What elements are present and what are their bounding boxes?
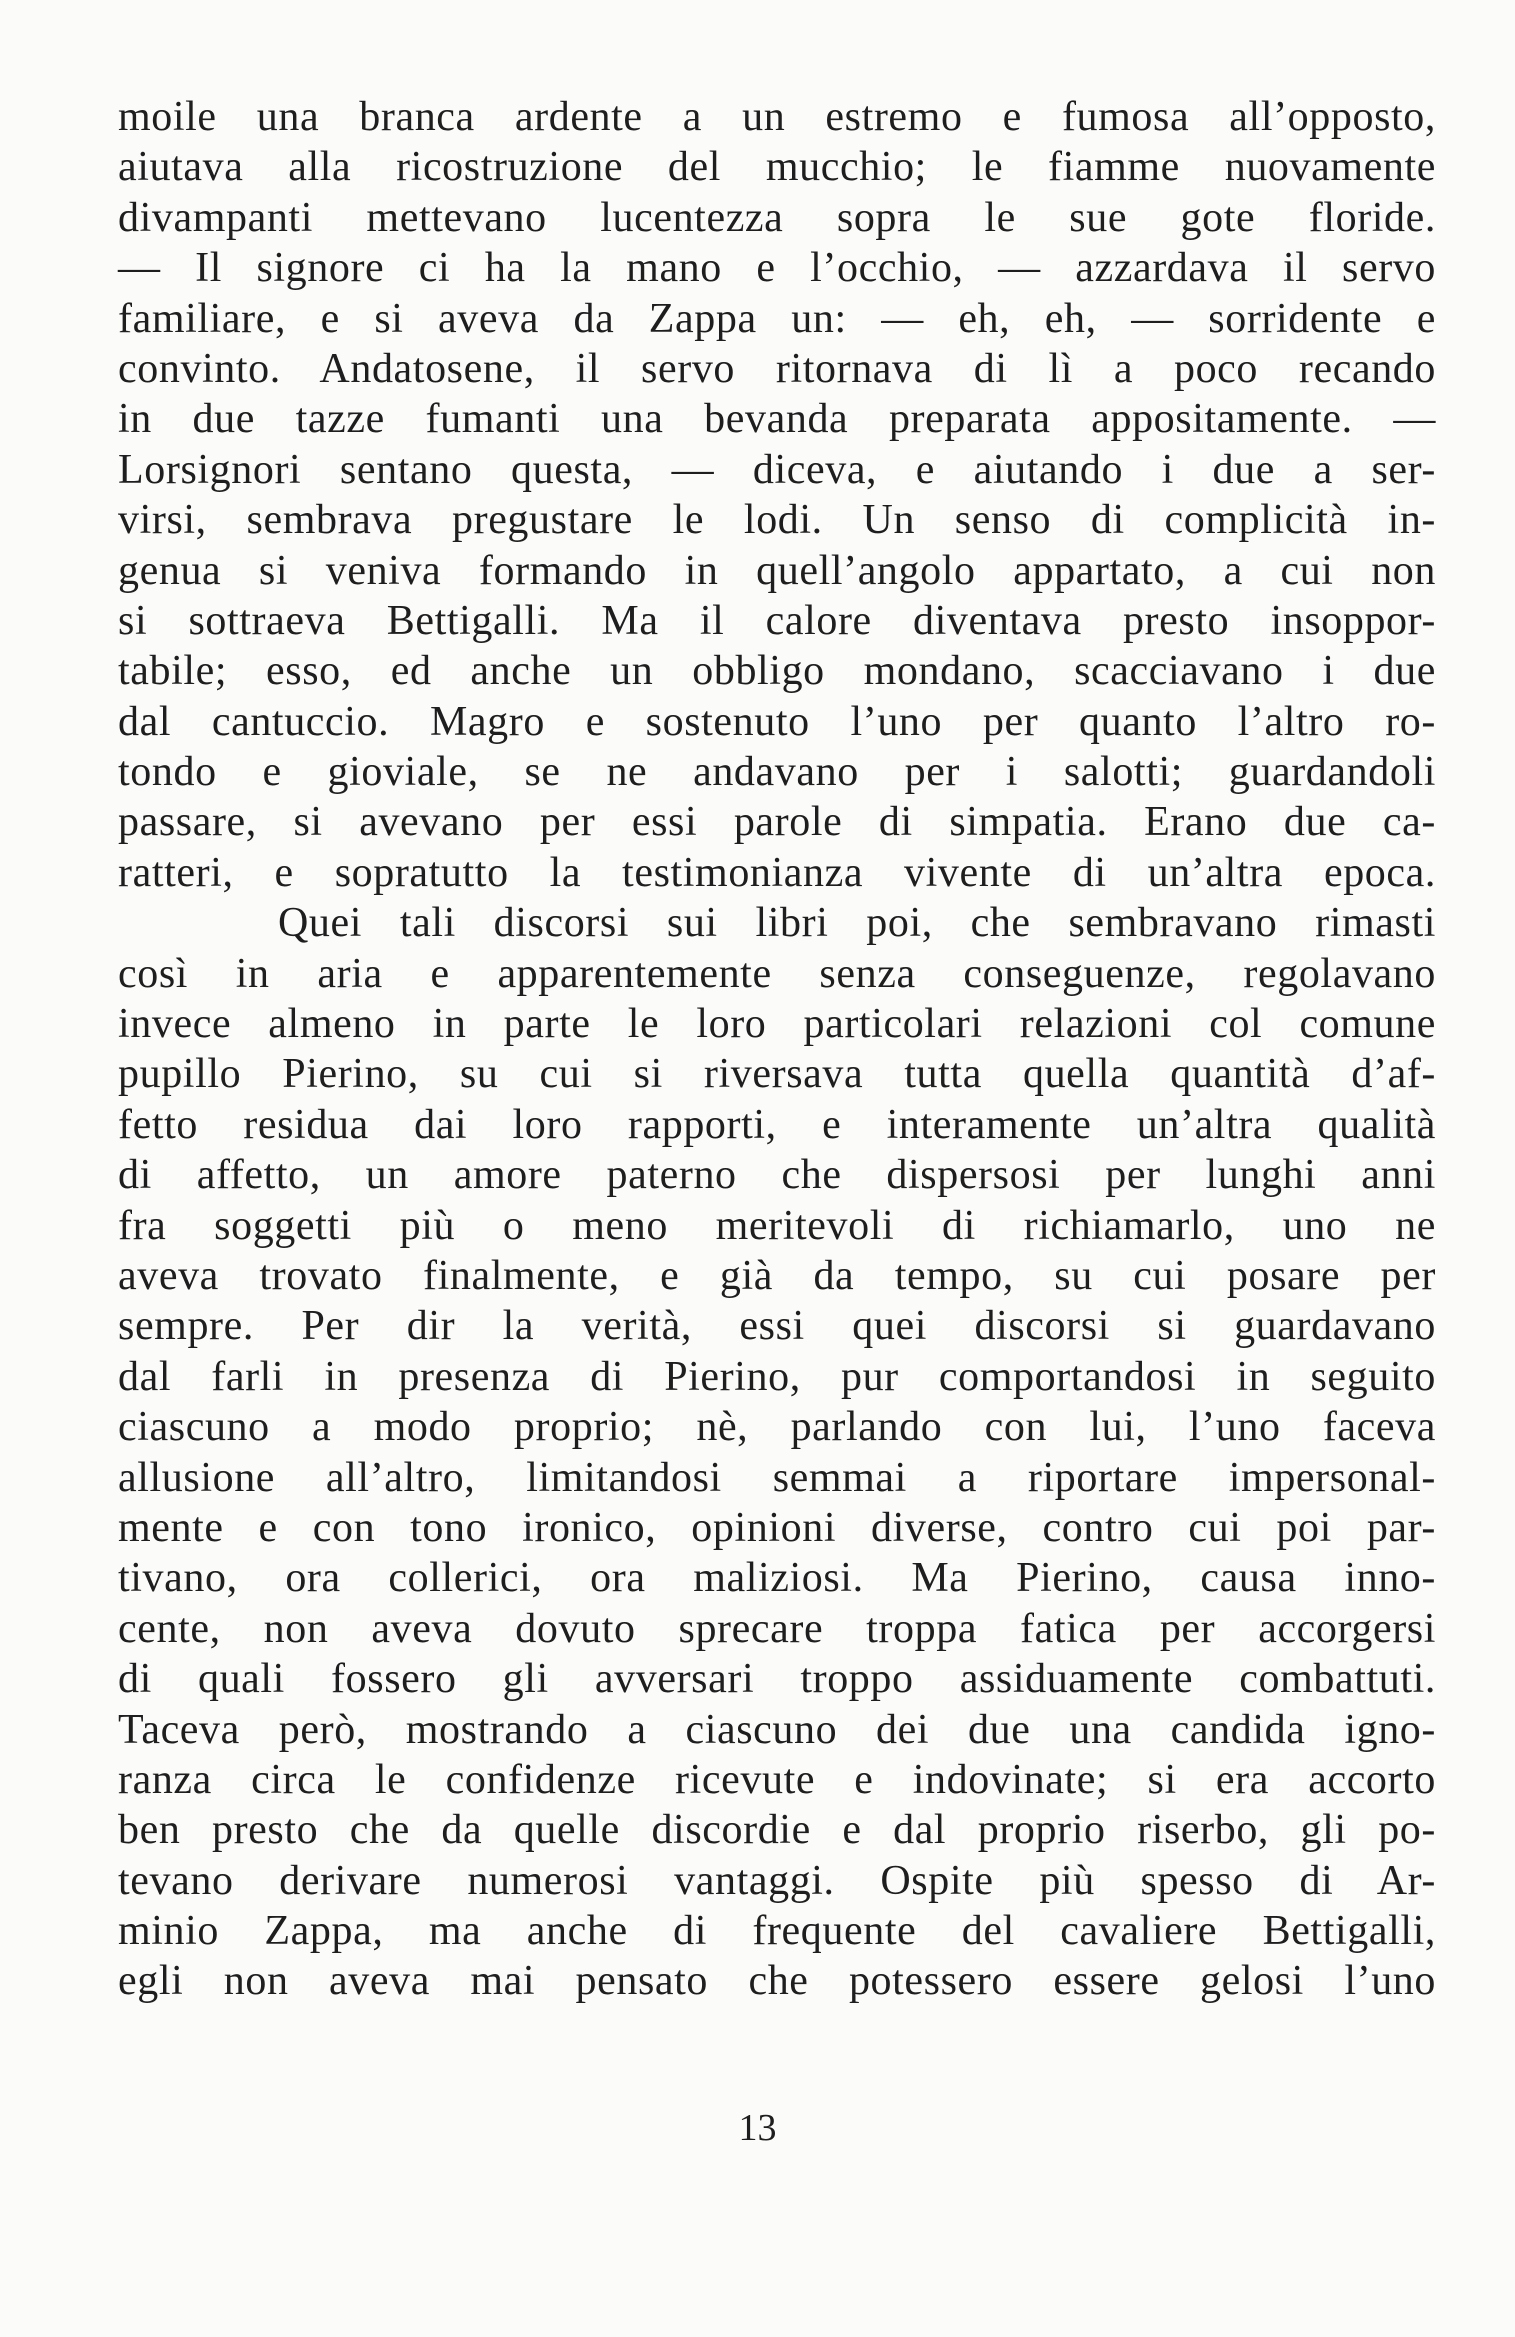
text-line: di quali fossero gli avversari troppo assiduamente combattuti. [118,1656,1436,1703]
text-line: dal cantuccio. Magro e sostenuto l’uno per quanto l’altro ro- [118,698,1436,745]
text-line: tevano derivare numerosi vantaggi. Ospite più spesso di Ar- [118,1857,1436,1904]
paragraph-start-line: Quei tali discorsi sui libri poi, che sembravano rimasti [278,900,1436,947]
text-line: Taceva però, mostrando a ciascuno dei due una candida igno- [118,1706,1436,1753]
text-line: si sottraeva Bettigalli. Ma il calore diventava presto insoppor- [118,597,1436,644]
text-line: ranza circa le confidenze ricevute e indovinate; si era accorto [118,1756,1436,1803]
text-line: in due tazze fumanti una bevanda preparata appositamente. — [118,396,1436,443]
body-text [118,92,1436,2007]
text-line: Lorsignori sentano questa, — diceva, e aiutando i due a ser- [118,446,1436,493]
text-line: ratteri, e sopratutto la testimonianza vivente di un’altra epoca. [118,849,1436,896]
text-line: così in aria e apparentemente senza conseguenze, regolavano [118,950,1436,997]
text-line: ciascuno a modo proprio; nè, parlando con lui, l’uno faceva [118,1404,1436,1451]
text-line: pupillo Pierino, su cui si riversava tutta quella quantità d’af- [118,1051,1436,1098]
text-line: tivano, ora collerici, ora maliziosi. Ma Pierino, causa inno- [118,1555,1436,1602]
text-line: moile una branca ardente a un estremo e fumosa all’opposto, [118,94,1436,140]
text-line: virsi, sembrava pregustare le lodi. Un senso di complicità in- [118,497,1436,544]
text-line: egli non aveva mai pensato che potessero essere gelosi l’uno [118,1958,1436,2005]
text-line: genua si veniva formando in quell’angolo appartato, a cui non [118,547,1436,594]
text-line: convinto. Andatosene, il servo ritornava di lì a poco recando [118,345,1436,392]
text-line: aiutava alla ricostruzione del mucchio; le fiamme nuovamente [118,144,1436,191]
text-line: dal farli in presenza di Pierino, pur comportandosi in seguito [118,1353,1436,1400]
text-line: tabile; esso, ed anche un obbligo mondano, scacciavano i due [118,648,1436,695]
text-line: divampanti mettevano lucentezza sopra le sue gote floride. [118,194,1436,241]
text-line: cente, non aveva dovuto sprecare troppa fatica per accorgersi [118,1605,1436,1652]
text-line: — Il signore ci ha la mano e l’occhio, — azzardava il servo [118,245,1436,292]
text-line: allusione all’altro, limitandosi semmai a riportare impersonal- [118,1454,1436,1501]
text-line: familiare, e si aveva da Zappa un: — eh, eh, — sorridente e [118,295,1436,342]
page-number: 13 [738,2107,777,2149]
text-line: invece almeno in parte le loro particolari relazioni col comune [118,1001,1436,1048]
text-line: mente e con tono ironico, opinioni diverse, contro cui poi par- [118,1504,1436,1551]
text-line: di affetto, un amore paterno che dispersosi per lunghi anni [118,1152,1436,1199]
text-line: minio Zappa, ma anche di frequente del cavaliere Bettigalli, [118,1908,1436,1955]
text-line: passare, si avevano per essi parole di simpatia. Erano due ca- [118,799,1436,846]
text-line: tondo e gioviale, se ne andavano per i salotti; guardandoli [118,749,1436,796]
text-line: fra soggetti più o meno meritevoli di richiamarlo, uno ne [118,1202,1436,1249]
text-line: aveva trovato finalmente, e già da tempo, su cui posare per [118,1252,1436,1299]
text-line: ben presto che da quelle discordie e dal proprio riserbo, gli po- [118,1807,1436,1854]
text-line: fetto residua dai loro rapporti, e interamente un’altra qualità [118,1101,1436,1148]
text-line: sempre. Per dir la verità, essi quei discorsi si guardavano [118,1303,1436,1350]
